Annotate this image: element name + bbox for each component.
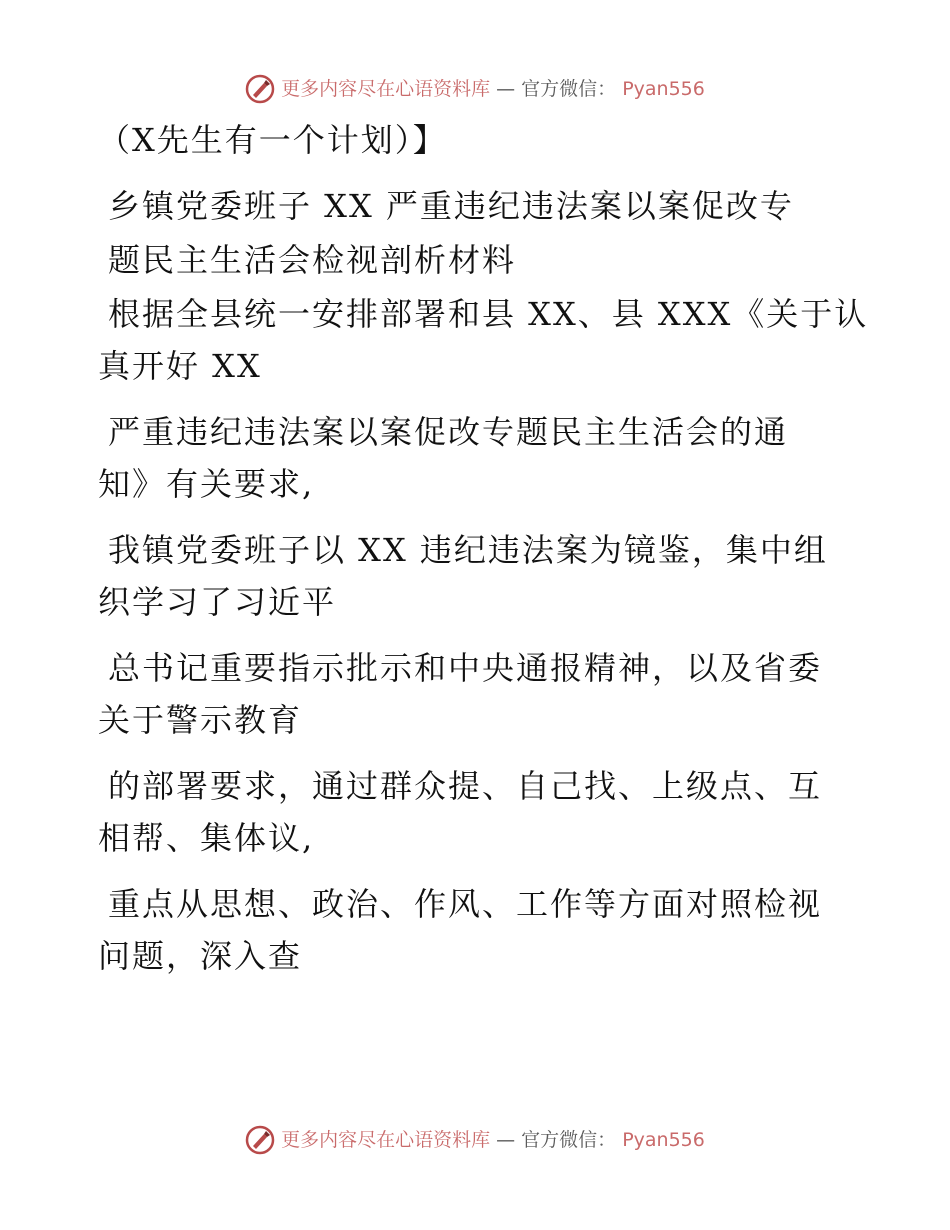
pen-circle-logo-icon xyxy=(245,1125,275,1155)
banner-wechat-id: Pyan556 xyxy=(622,1129,705,1151)
doc-line: 严重违纪违法案以案促改专题民主生活会的通 xyxy=(108,413,789,451)
banner-dash: — xyxy=(496,78,516,100)
doc-line: 织学习了习近平 xyxy=(98,583,337,621)
doc-line: （X先生有一个计划）】 xyxy=(98,121,447,159)
banner-wechat-label: 官方微信： xyxy=(521,1129,617,1151)
pen-circle-logo-icon xyxy=(245,74,275,104)
header-watermark-banner xyxy=(0,74,950,104)
doc-line: 题民主生活会检视剖析材料 xyxy=(108,241,517,279)
document-body xyxy=(98,120,869,976)
banner-dash: — xyxy=(496,1129,516,1151)
doc-line: 相帮、集体议, xyxy=(98,819,315,857)
footer-watermark-banner xyxy=(0,1125,950,1155)
banner-site-text: 更多内容尽在心语资料库 xyxy=(281,78,491,100)
doc-line: 根据全县统一安排部署和县 XX、县 XXX《关于认 xyxy=(108,295,869,333)
doc-line: 总书记重要指示批示和中央通报精神，以及省委 xyxy=(108,649,823,687)
doc-line: 关于警示教育 xyxy=(98,701,303,739)
doc-line: 乡镇党委班子 XX 严重违纪违法案以案促改专 xyxy=(108,187,794,225)
doc-line: 问题，深入查 xyxy=(98,937,303,975)
banner-wechat-label: 官方微信： xyxy=(521,78,617,100)
banner-site-text: 更多内容尽在心语资料库 xyxy=(281,1129,491,1151)
banner-wechat-id: Pyan556 xyxy=(622,78,705,100)
doc-line: 真开好 XX xyxy=(98,347,262,385)
doc-line: 重点从思想、政治、作风、工作等方面对照检视 xyxy=(108,885,823,923)
doc-line: 知》有关要求, xyxy=(98,465,315,503)
doc-line: 的部署要求，通过群众提、自己找、上级点、互 xyxy=(108,767,823,805)
doc-line: 我镇党委班子以 XX 违纪违法案为镜鉴，集中组 xyxy=(108,531,828,569)
